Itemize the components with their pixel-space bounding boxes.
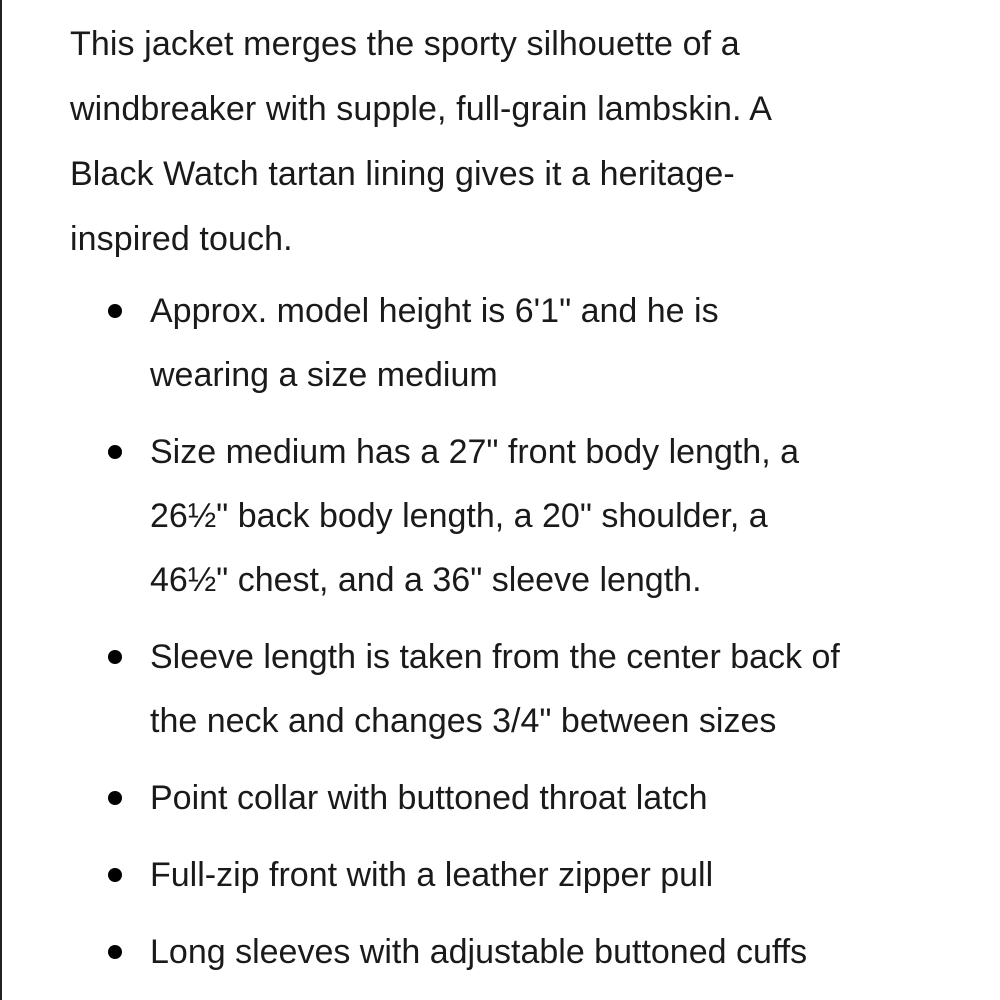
product-description xyxy=(70,12,970,997)
intro-line: windbreaker with supple, full-grain lambskin. A xyxy=(70,90,773,128)
left-border xyxy=(0,0,2,1000)
list-item-line: Long sleeves with adjustable buttoned cuffs xyxy=(150,933,808,971)
list-item-line: Approx. model height is 6'1" and he is xyxy=(150,292,719,330)
bullet-icon xyxy=(108,945,122,959)
list-item xyxy=(70,920,970,984)
list-item xyxy=(70,843,970,907)
list-item-line: Sleeve length is taken from the center back of xyxy=(150,638,840,676)
list-item xyxy=(70,625,970,753)
bullet-icon xyxy=(108,868,122,882)
bullet-icon xyxy=(108,304,122,318)
bullet-icon xyxy=(108,650,122,664)
list-item-line: 26½" back body length, a 20" shoulder, a xyxy=(150,497,768,535)
intro-paragraph xyxy=(70,12,970,272)
list-item-line: Point collar with buttoned throat latch xyxy=(150,779,708,817)
list-item-line: 46½" chest, and a 36" sleeve length. xyxy=(150,561,702,599)
list-item-line: wearing a size medium xyxy=(150,356,498,394)
intro-line: Black Watch tartan lining gives it a heritage- xyxy=(70,155,735,193)
list-item-line: Full-zip front with a leather zipper pull xyxy=(150,856,714,894)
feature-list xyxy=(70,279,970,984)
intro-line: inspired touch. xyxy=(70,220,293,258)
list-item xyxy=(70,420,970,612)
list-item-line: the neck and changes 3/4" between sizes xyxy=(150,702,777,740)
bullet-icon xyxy=(108,791,122,805)
intro-line: This jacket merges the sporty silhouette of a xyxy=(70,25,740,63)
list-item xyxy=(70,279,970,407)
list-item xyxy=(70,766,970,830)
list-item-line: Size medium has a 27" front body length, a xyxy=(150,433,800,471)
bullet-icon xyxy=(108,445,122,459)
